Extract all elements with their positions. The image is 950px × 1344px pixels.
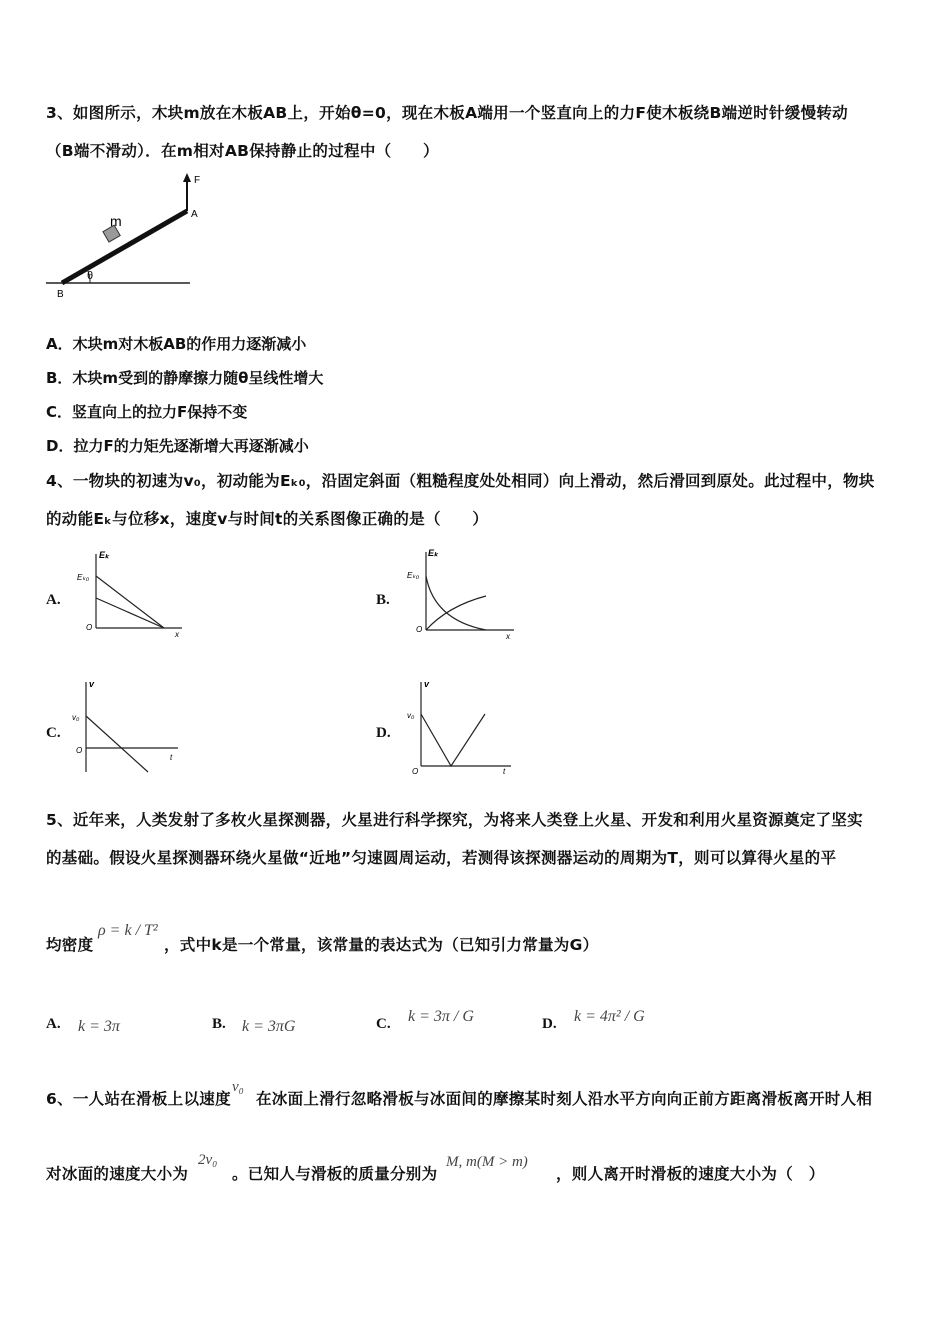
- label-m: m: [110, 213, 122, 229]
- svg-text:v₀: v₀: [407, 711, 415, 720]
- q5-option-b-formula: k = 3πG: [242, 1018, 296, 1035]
- q6-v0: v₀: [232, 1079, 244, 1095]
- q4-line2: 的动能Eₖ与位移x，速度v与时间t的关系图像正确的是（ ）: [46, 510, 489, 528]
- q5-line3-suffix: ，式中k是一个常量，该常量的表达式为（已知引力常量为G）: [164, 936, 599, 954]
- svg-text:v₀: v₀: [72, 713, 80, 722]
- q5-option-c-label: C.: [376, 1016, 391, 1032]
- q5-option-c-formula: k = 3π / G: [408, 1008, 474, 1025]
- q6-line1-suffix: 在冰面上滑行忽略滑板与冰面间的摩擦某时刻人沿水平方向向正前方距离滑板离开时人相: [256, 1090, 873, 1108]
- q4-line1: 4、一物块的初速为v₀，初动能为Eₖ₀，沿固定斜面（粗糙程度处处相同）向上滑动，然后滑回到原处。此过程中，物块: [46, 472, 875, 490]
- q5-line3-prefix: 均密度: [46, 936, 94, 954]
- q3-option-c: C．竖直向上的拉力F保持不变: [46, 403, 248, 421]
- q5-option-b-label: B.: [212, 1016, 226, 1032]
- q4-graph-c: [70, 676, 190, 776]
- q4-graph-d: [405, 676, 525, 778]
- q6-line2-prefix: 对冰面的速度大小为: [46, 1165, 189, 1183]
- label-f: F: [194, 175, 201, 186]
- q5-option-d-label: D.: [542, 1016, 557, 1032]
- svg-text:x: x: [175, 630, 179, 639]
- svg-text:Eₖ: Eₖ: [99, 550, 109, 560]
- svg-text:O: O: [86, 623, 93, 632]
- svg-text:O: O: [416, 625, 423, 634]
- q3-option-d: D．拉力F的力矩先逐渐增大再逐渐减小: [46, 437, 309, 455]
- q6-masses: M, m(M > m): [446, 1154, 528, 1170]
- q3-line2: （B端不滑动）．在m相对AB保持静止的过程中（ ）: [46, 142, 439, 160]
- q4-option-b-label: B.: [376, 592, 390, 608]
- q3-option-b: B．木块m受到的静摩擦力随θ呈线性增大: [46, 369, 324, 387]
- svg-text:v: v: [89, 679, 95, 689]
- q4-graph-a: [74, 546, 194, 641]
- q3-option-a: A．木块m对木板AB的作用力逐渐减小: [46, 335, 307, 353]
- label-a: A: [191, 209, 198, 220]
- q5-line2: 的基础。假设火星探测器环绕火星做“近地”匀速圆周运动，若测得该探测器运动的周期为T，则可以算得火星的平: [46, 849, 837, 867]
- graph-b-rise-curve: [426, 596, 486, 630]
- svg-text:t: t: [170, 753, 173, 762]
- q6-line2-suffix: ，则人离开时滑板的速度大小为（ ）: [556, 1165, 825, 1183]
- force-arrowhead: [183, 173, 191, 182]
- svg-text:Eₖ₀: Eₖ₀: [77, 573, 90, 582]
- q5-option-a-formula: k = 3π: [78, 1018, 120, 1035]
- q4-option-a-label: A.: [46, 592, 61, 608]
- q6-line2-mid: 。已知人与滑板的质量分别为: [232, 1165, 438, 1183]
- svg-text:Eₖ: Eₖ: [428, 548, 438, 558]
- svg-text:O: O: [412, 767, 419, 776]
- q4-graph-b: [406, 544, 526, 644]
- q5-option-a-label: A.: [46, 1016, 61, 1032]
- svg-text:x: x: [506, 632, 510, 641]
- svg-text:t: t: [503, 767, 506, 776]
- graph-d-vline: [421, 714, 485, 766]
- q3-figure: [44, 170, 204, 300]
- q5-option-d-formula: k = 4π² / G: [574, 1008, 645, 1025]
- q4-option-d-label: D.: [376, 725, 391, 741]
- board-ab: [62, 211, 187, 283]
- label-theta: θ: [87, 270, 94, 282]
- svg-text:O: O: [76, 746, 83, 755]
- q6-line1-prefix: 6、一人站在滑板上以速度: [46, 1090, 231, 1108]
- svg-text:Eₖ₀: Eₖ₀: [407, 571, 420, 580]
- q5-line1: 5、近年来，人类发射了多枚火星探测器，火星进行科学探究，为将来人类登上火星、开发和利用火星资源奠定了坚实: [46, 811, 863, 829]
- svg-text:v: v: [424, 679, 430, 689]
- q3-line1: 3、如图所示，木块m放在木板AB上，开始θ=0，现在木板A端用一个竖直向上的力F使木板绕B端逆时针缓慢转动: [46, 104, 848, 122]
- q5-formula-rho: ρ = k / T²: [98, 922, 158, 939]
- graph-c-line: [86, 716, 148, 772]
- label-b: B: [57, 289, 64, 300]
- q4-option-c-label: C.: [46, 725, 61, 741]
- q6-two-v0: 2v₀: [198, 1152, 218, 1168]
